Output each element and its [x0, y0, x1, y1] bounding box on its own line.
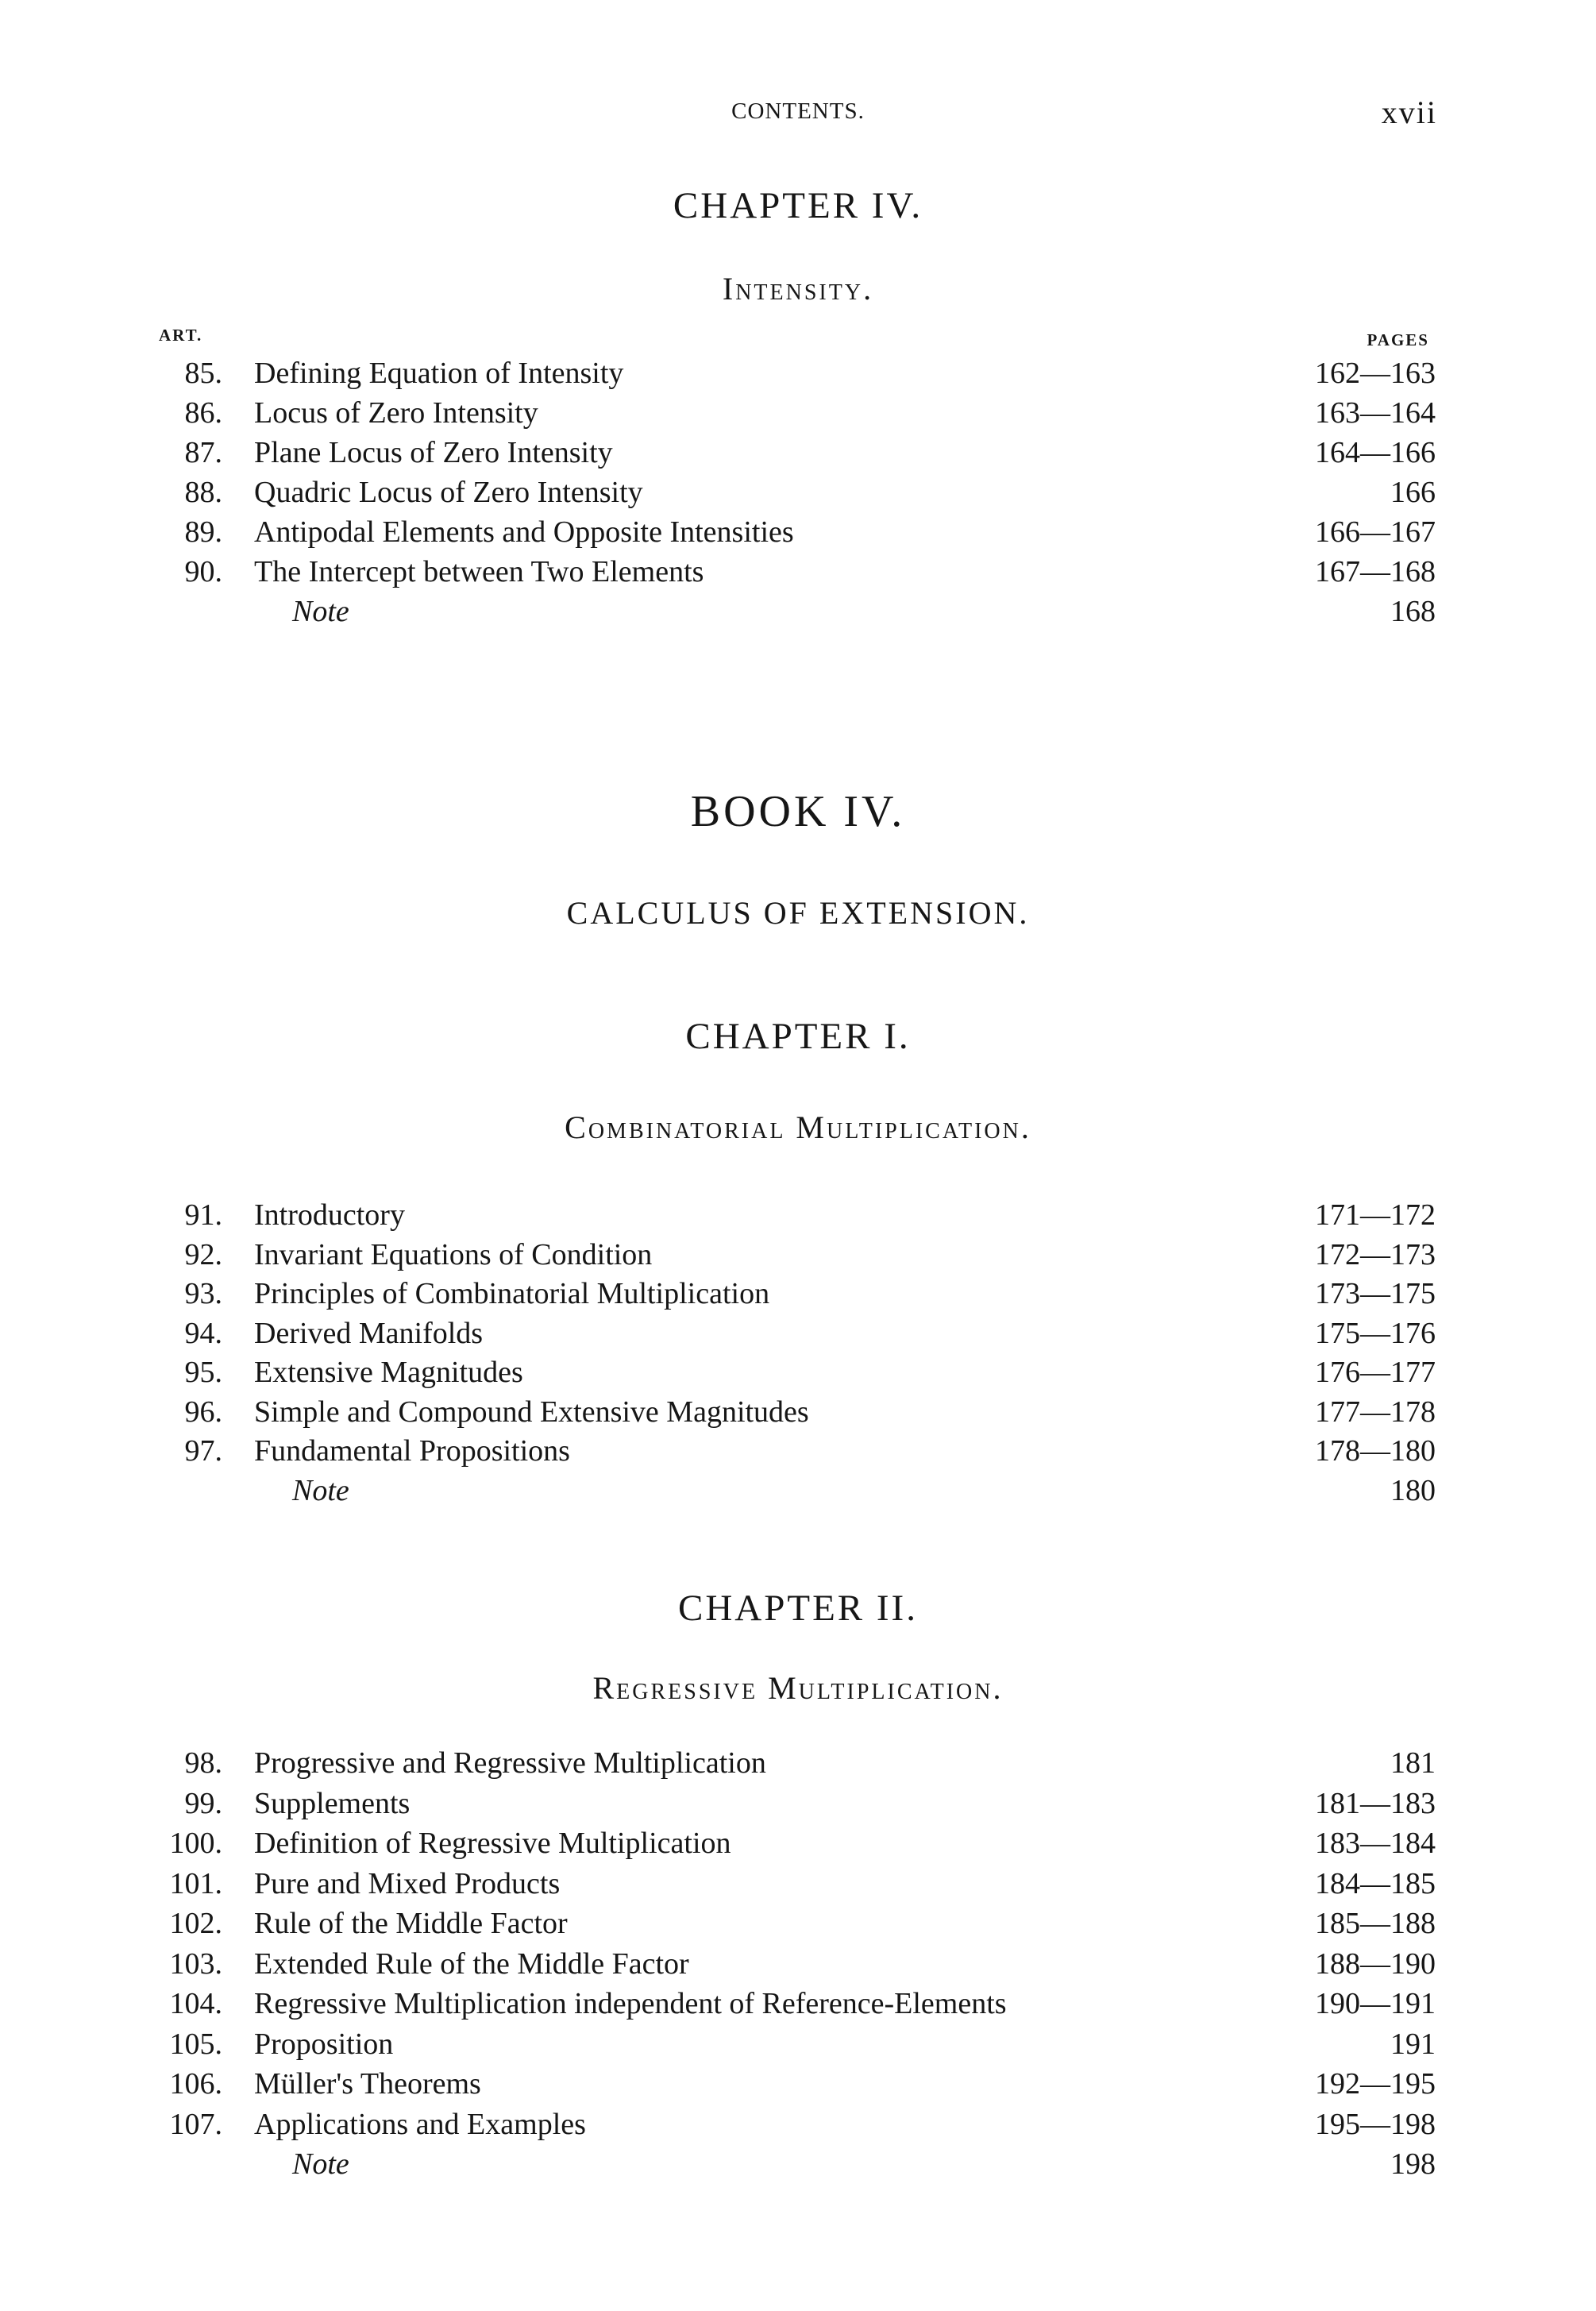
article-number: 88.	[184, 476, 222, 509]
dot-leader	[553, 395, 1281, 427]
dot-leader	[584, 1433, 1281, 1465]
dot-leader	[600, 2107, 1281, 2139]
entry-title: Note	[292, 1473, 349, 1507]
page-range: 181	[1390, 1746, 1436, 1780]
article-number: 103.	[169, 1946, 222, 1981]
page-range: 181—183	[1315, 1786, 1436, 1820]
dot-leader	[638, 356, 1281, 388]
dot-leader	[784, 1276, 1281, 1308]
page-range: 173—175	[1315, 1277, 1436, 1310]
page-range: 185—188	[1315, 1907, 1436, 1940]
dot-leader	[823, 1395, 1281, 1426]
chapter-heading: CHAPTER IV.	[673, 185, 923, 226]
page-range: 176—177	[1315, 1356, 1436, 1389]
dot-leader	[657, 475, 1281, 507]
page-range: 188—190	[1315, 1946, 1436, 1981]
dot-leader	[424, 1786, 1281, 1818]
contents-row	[0, 2107, 1596, 2148]
contents-row	[0, 1826, 1596, 1867]
page-range: 166	[1390, 476, 1436, 509]
entry-title: Supplements	[254, 1786, 411, 1820]
page-range: 183—184	[1315, 1827, 1436, 1860]
page-range: 191	[1390, 2027, 1436, 2061]
article-number: 89.	[184, 515, 222, 549]
dot-leader	[582, 1906, 1281, 1938]
dot-leader	[407, 2027, 1281, 2058]
entry-title: Proposition	[254, 2027, 394, 2061]
chapter-subtitle: Regressive Multiplication.	[592, 1670, 1004, 1706]
dot-leader	[781, 1746, 1281, 1777]
page-range: 198	[1390, 2147, 1436, 2181]
page-range: 178—180	[1315, 1434, 1436, 1468]
contents-row	[0, 1906, 1596, 1947]
article-number: 87.	[184, 436, 222, 469]
contents-row	[0, 435, 1596, 476]
article-number: 107.	[169, 2107, 222, 2141]
dot-leader	[704, 1946, 1281, 1978]
dot-leader	[808, 515, 1281, 546]
page-range: 172—173	[1315, 1237, 1436, 1271]
chapter-subtitle: Combinatorial Multiplication.	[565, 1109, 1031, 1145]
article-number: 106.	[169, 2067, 222, 2101]
contents-row	[0, 395, 1596, 437]
book-heading: BOOK IV.	[690, 787, 906, 836]
entry-title: Plane Locus of Zero Intensity	[254, 436, 613, 469]
entry-title: Müller's Theorems	[254, 2067, 481, 2101]
contents-row	[0, 1866, 1596, 1908]
page-number: xvii	[1381, 95, 1437, 130]
article-number: 85.	[184, 357, 222, 390]
article-number: 105.	[169, 2027, 222, 2061]
entry-title: Rule of the Middle Factor	[254, 1907, 568, 1940]
article-number: 97.	[184, 1434, 222, 1468]
page-range: 190—191	[1315, 1987, 1436, 2020]
entry-title: Fundamental Propositions	[254, 1434, 570, 1468]
contents-row	[0, 1276, 1596, 1318]
dot-leader	[364, 594, 1281, 626]
dot-leader	[364, 2147, 1281, 2178]
book-subtitle: CALCULUS OF EXTENSION.	[566, 895, 1030, 931]
entry-title: Regressive Multiplication independent of Reference-Elements	[254, 1987, 1007, 2020]
contents-row	[0, 1198, 1596, 1239]
entry-title: Locus of Zero Intensity	[254, 396, 538, 430]
contents-row	[0, 554, 1596, 596]
dot-leader	[497, 1316, 1281, 1348]
entry-title: Simple and Compound Extensive Magnitudes	[254, 1395, 809, 1429]
page-range: 164—166	[1315, 436, 1436, 469]
dot-leader	[746, 1826, 1281, 1858]
dot-leader	[627, 435, 1281, 467]
contents-row	[0, 1316, 1596, 1357]
contents-row	[0, 2027, 1596, 2068]
article-number: 104.	[169, 1987, 222, 2020]
page-range: 168	[1390, 595, 1436, 628]
page-range: 177—178	[1315, 1395, 1436, 1429]
entry-title: Antipodal Elements and Opposite Intensities	[254, 515, 794, 549]
entry-title: Extensive Magnitudes	[254, 1356, 523, 1389]
running-header-title: CONTENTS.	[731, 98, 865, 124]
article-number: 98.	[184, 1746, 222, 1780]
article-number: 100.	[169, 1827, 222, 1860]
dot-leader	[419, 1198, 1281, 1229]
article-number: 92.	[184, 1237, 222, 1271]
page-range: 180	[1390, 1473, 1436, 1507]
dot-leader	[666, 1237, 1281, 1269]
entry-title: The Intercept between Two Elements	[254, 555, 704, 588]
article-number: 96.	[184, 1395, 222, 1429]
entry-title: Principles of Combinatorial Multiplication	[254, 1277, 770, 1310]
pages-column-label: PAGES	[1367, 330, 1429, 349]
article-number: 94.	[184, 1316, 222, 1350]
page-range: 166—167	[1315, 515, 1436, 549]
page-range: 175—176	[1315, 1316, 1436, 1350]
article-number: 91.	[184, 1198, 222, 1232]
article-column-label: ART.	[159, 326, 203, 345]
contents-row	[0, 1746, 1596, 1787]
page-range: 171—172	[1315, 1198, 1436, 1232]
page-range: 162—163	[1315, 357, 1436, 390]
article-number: 99.	[184, 1786, 222, 1820]
article-number: 90.	[184, 555, 222, 588]
contents-row	[0, 1986, 1596, 2027]
entry-title: Defining Equation of Intensity	[254, 357, 624, 390]
entry-title: Derived Manifolds	[254, 1316, 484, 1350]
dot-leader	[495, 2066, 1281, 2098]
dot-leader	[538, 1355, 1281, 1387]
entry-title: Quadric Locus of Zero Intensity	[254, 476, 643, 509]
page-range: 184—185	[1315, 1866, 1436, 1900]
entry-title: Introductory	[254, 1198, 405, 1232]
chapter-heading: CHAPTER I.	[685, 1016, 911, 1057]
entry-title: Pure and Mixed Products	[254, 1866, 561, 1900]
chapter-heading: CHAPTER II.	[678, 1588, 918, 1629]
dot-leader	[364, 1473, 1281, 1505]
article-number: 95.	[184, 1356, 222, 1389]
article-number: 102.	[169, 1907, 222, 1940]
entry-title: Invariant Equations of Condition	[254, 1237, 653, 1271]
article-number: 101.	[169, 1866, 222, 1900]
contents-row	[0, 1946, 1596, 1988]
contents-row	[0, 1395, 1596, 1436]
contents-row	[0, 1237, 1596, 1279]
dot-leader	[718, 554, 1281, 586]
dot-leader	[1021, 1986, 1281, 2018]
page-range: 192—195	[1315, 2067, 1436, 2101]
dot-leader	[574, 1866, 1281, 1898]
chapter-subtitle: Intensity.	[722, 271, 874, 307]
page-range: 167—168	[1315, 555, 1436, 588]
entry-title: Progressive and Regressive Multiplication	[254, 1746, 766, 1780]
article-number: 86.	[184, 396, 222, 430]
entry-title: Extended Rule of the Middle Factor	[254, 1946, 689, 1981]
contents-row	[0, 1355, 1596, 1396]
entry-title: Note	[292, 2147, 349, 2181]
contents-row	[0, 1473, 1596, 1514]
contents-row	[0, 515, 1596, 556]
page-range: 163—164	[1315, 396, 1436, 430]
entry-title: Applications and Examples	[254, 2107, 586, 2141]
contents-row	[0, 2147, 1596, 2188]
page-range: 195—198	[1315, 2107, 1436, 2141]
contents-row	[0, 1433, 1596, 1475]
contents-row	[0, 475, 1596, 516]
article-number: 93.	[184, 1277, 222, 1310]
entry-title: Note	[292, 595, 349, 628]
contents-row	[0, 2066, 1596, 2108]
entry-title: Definition of Regressive Multiplication	[254, 1827, 731, 1860]
contents-row	[0, 1786, 1596, 1827]
contents-row	[0, 594, 1596, 635]
contents-row	[0, 356, 1596, 397]
